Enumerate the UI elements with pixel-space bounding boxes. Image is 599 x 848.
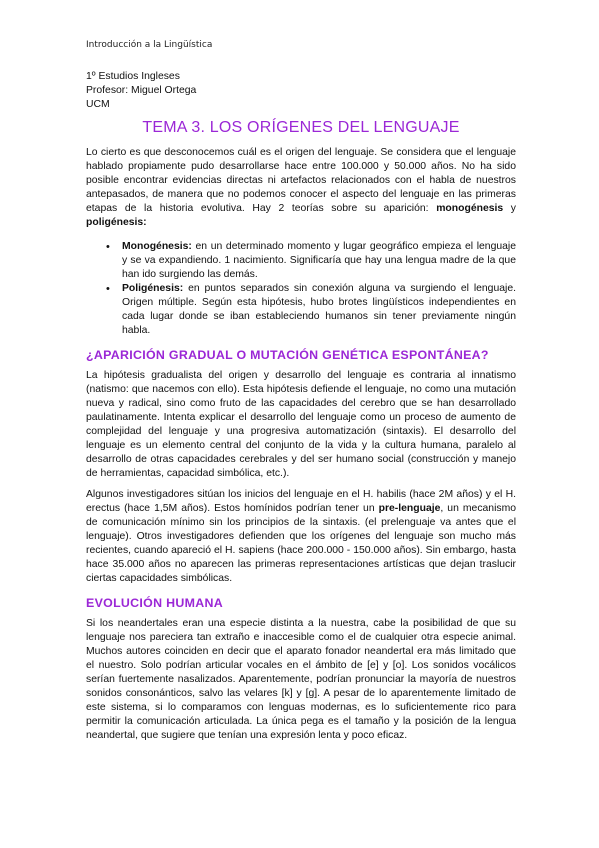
- paragraph-text: , un mecanismo de comunicación mínimo sin los principios de la sintaxis. (el prelenguaje va antes que el lenguaje). Otros investigadores defienden que los orígenes del lenguaje son mucho más recientes, cuando apareció el H. sapiens (hace 200.000 - 150.000 años). Sin embargo, hasta hace 35.000 años no aparecen las primeras representaciones artísticas que dejan traslucir ciertas capacidades simbólicas.: [86, 503, 517, 584]
- theory-term: Monogénesis:: [122, 241, 192, 252]
- professor-line: Profesor: Miguel Ortega: [86, 85, 197, 96]
- theory-text: en un determinado momento y lugar geográfico empieza el lenguaje y se va expandiendo. 1 nacimiento. Significaría que hay una lengua madre de la que han ido surgiendo las demás.: [122, 241, 516, 280]
- intro-paragraph: [86, 146, 516, 230]
- term-pre-lenguaje: pre-lenguaje: [378, 503, 441, 514]
- document-meta: [86, 70, 196, 112]
- list-item-poligenesis: [122, 282, 516, 338]
- paragraph-text: Algunos investigadores sitúan los inicios del lenguaje en el H. habilis (hace 2M años) y el H. erectus (hace 1,5M años). Estos homínidos podrían tener un: [86, 489, 516, 514]
- paragraph-gradualista: La hipótesis gradualista del origen y desarrollo del lenguaje es contraria al innatismo (natismo: que nacemos con ello). Esta hipótesis defiende el lenguaje, no como una mutación nueva y radical, sino como fruto de las capacidades del cerebro que se han desarrollado paulatinamente. Intenta explicar el desarrollo del lenguaje como un proceso de aumento de complejidad del lenguaje y una progresiva automatización (sintaxis). El desarrollo del lenguaje es un elemento central del conjunto de la vida y la cultura humana, paralelo al desarrollo de otras capacidades cerebrales y del ser humano social (construcción y manejo de herramientas, capacidad simbólica, etc.).: [86, 370, 516, 479]
- document-body: [86, 146, 516, 750]
- list-item-monogenesis: [122, 240, 516, 282]
- intro-term-monogenesis: monogénesis: [436, 203, 504, 214]
- course-line: 1º Estudios Ingleses: [86, 71, 180, 82]
- theory-term: Poligénesis:: [122, 283, 184, 294]
- running-header: Introducción a la Lingüística: [86, 40, 213, 50]
- intro-conjunction: y: [503, 203, 516, 214]
- page-title: TEMA 3. LOS ORÍGENES DEL LENGUAJE: [142, 119, 460, 136]
- paragraph-neandertales: Si los neandertales eran una especie distinta a la nuestra, cabe la posibilidad de que su lenguaje nos pareciera tan extraño e inaccesible como el de cualquier otra especie animal. Muchos autores coinciden en decir que el aparato fonador neandertal era más limitado que el nuestro. Solo podrían articular vocales en el ámbito de [e] y [o]. Los sonidos vocálicos serían fuertemente nasalizados. Aparentemente, podrían pronunciar la mayoría de nuestros sonidos consonánticos, salvo las velares [k] y [g]. A pesar de lo aparentemente limitado de este sistema, si lo comparamos con lenguas modernas, es lo suficientemente rico para permitir la comunicación articulada. La única pega es el tamaño y la posición de la lengua neandertal, que sugiere que tenían una expresión lenta y poco eficaz.: [86, 618, 516, 741]
- section-heading-evolucion: EVOLUCIÓN HUMANA: [86, 596, 223, 610]
- intro-text: Lo cierto es que desconocemos cuál es el origen del lenguaje. Se considera que el lenguaje hablado propiamente pudo desarrollarse hace entre 100.000 y 50.000 años. No ha sido posible encontrar evidencias directas ni artefactos relacionados con el habla de nuestros antepasados, de manera que no podemos conocer el aspecto del lenguaje en las primeras etapas de la historia evolutiva. Hay 2 teorías sobre su aparición:: [86, 147, 516, 214]
- institution-line: UCM: [86, 99, 110, 110]
- theory-text: en puntos separados sin conexión alguna va surgiendo el lenguaje. Origen múltiple. Según esta hipótesis, hubo brotes lingüísticos independientes en cada lugar donde se iban estableciendo humanos sin tener previamente ningún habla.: [122, 283, 516, 336]
- intro-term-poligenesis: poligénesis:: [86, 217, 147, 228]
- paragraph-investigadores: [86, 488, 516, 586]
- section-heading-aparicion: ¿APARICIÓN GRADUAL O MUTACIÓN GENÉTICA ESPONTÁNEA?: [86, 348, 489, 362]
- theories-list: [86, 240, 516, 338]
